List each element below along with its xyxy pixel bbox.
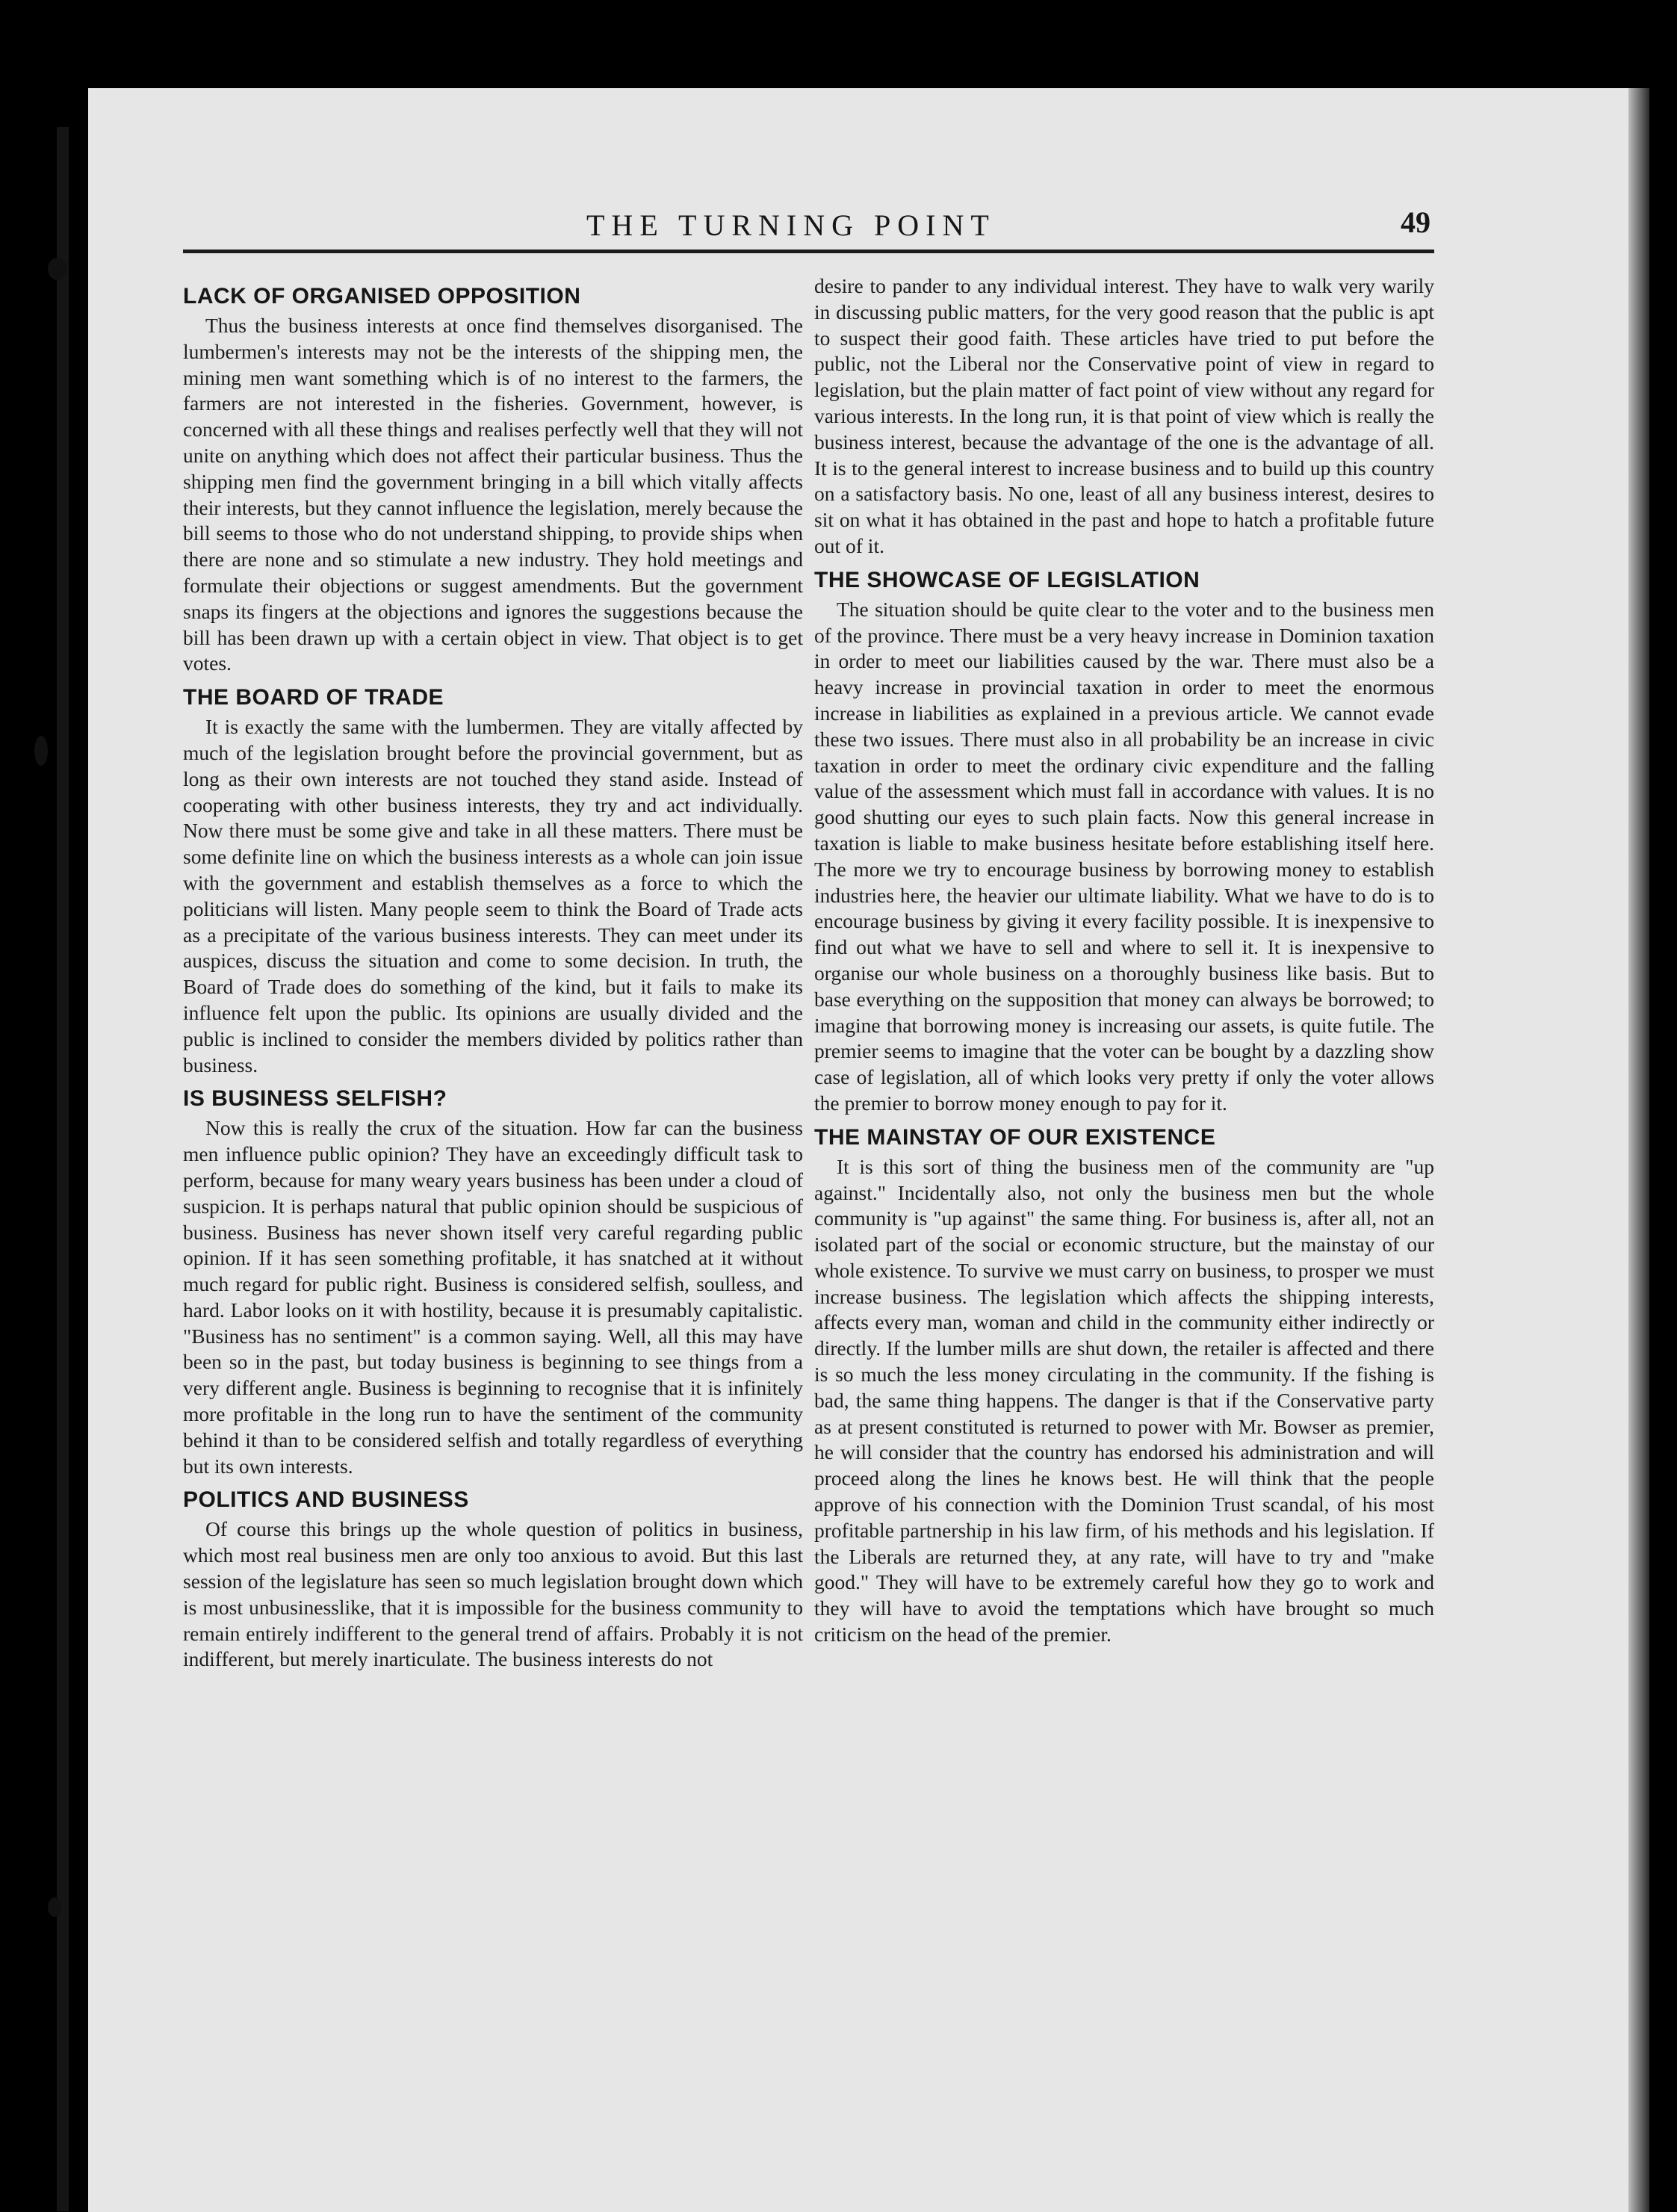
section-body: It is exactly the same with the lumbermen. They are vitally affected by much of the legislation brought before the provincial government, but as long as their own interests are not touched they stand aside. Instead of cooperating with other business interests, they try and act individually. Now there must be some give and take in all these matters. There must be some definite line on which the business interests as a whole can join issue with the government and establish themselves as a force to which the politicians will listen. Many people seem to think the Board of Trade acts as a precipitate of the various business interests. They can meet under its auspices, discuss the situation and come to some decision. In truth, the Board of Trade does do something of the kind, but it fails to make its influence felt upon the public. Its opinions are usually divided and the public is inclined to consider the members divided by politics rather than business. [183, 715, 803, 1076]
section-heading: THE SHOWCASE OF LEGISLATION [814, 567, 1200, 592]
running-title: THE TURNING POINT [586, 208, 996, 242]
page-edge-shadow [1628, 88, 1649, 2212]
section-heading: LACK OF ORGANISED OPPOSITION [183, 284, 581, 309]
section-heading: IS BUSINESS SELFISH? [183, 1086, 447, 1112]
binding-mark [48, 258, 67, 280]
binding-mark [48, 1897, 61, 1917]
page-header [183, 202, 1430, 254]
section-heading: THE BOARD OF TRADE [183, 685, 444, 710]
section-body: The situation should be quite clear to the voter and to the business men of the province. There must be a very heavy increase in Dominion taxation in order to meet our liabilities caused by the war. There must also be a heavy increase in provincial taxation in order to meet the enormous increase in liabilities as explained in a previous article. We cannot evade these two issues. There must also in all probability be an increase in civic taxation in order to meet the ordinary civic expenditure and the falling value of the assessment which must fall in accordance with values. It is no good shutting our eyes to such plain facts. Now this general increase in taxation is liable to make business hesitate before establishing itself here. The more we try to encourage business by borrowing money to establish industries here, the heavier our ultimate liability. What we have to do is to encourage business by giving it every facility possible. It is inexpensive to find out what we have to sell and where to sell it. It is inexpensive to organise our whole business on a thoroughly business like basis. But to base everything on the supposition that money can always be borrowed; to imagine that borrowing money is increasing our assets, is quite futile. The premier seems to imagine that the voter can be bought by a dazzling show case of legislation, all of which looks very pretty if only the voter allows the premier to borrow money enough to pay for it. [814, 597, 1434, 1115]
page-number: 49 [1401, 205, 1430, 239]
continued-paragraph: desire to pander to any individual interest. They have to walk very warily in discussing public matters, for the very good reason that the public is apt to suspect their good faith. These articles have tried to put before the public, not the Liberal nor the Conservative point of view in regard to legislation, but the plain matter of fact point of view without any regard for various interests. In the long run, it is that point of view which is really the business interest, because the advantage of the one is the advantage of all. It is to the general interest to increase business and to build up this country on a satisfactory basis. No one, least of all any business interest, desires to sit on what it has obtained in the past and hope to hatch a profitable future out of it. [814, 274, 1434, 557]
section-body: Of course this brings up the whole question of politics in business, which most real business men are only too anxious to avoid. But this last session of the legislature has seen so much legislation brought down which is most unbusinesslike, that it is impossible for the business community to remain entirely indifferent to the general trend of affairs. Probably it is not indifferent, but merely inarticulate. The business interests do not [183, 1517, 803, 1671]
binding-edge [57, 127, 69, 2211]
section-body: Now this is really the crux of the situation. How far can the business men influence public opinion? They have an exceedingly difficult task to perform, because for many weary years business has been under a cloud of suspicion. It is perhaps natural that public opinion should be suspicious of business. Business has never shown itself very careful regarding public opinion. If it has seen something profitable, it has snatched at it without much regard for public right. Business is considered selfish, soulless, and hard. Labor looks on it with hostility, because it is presumably capitalistic. "Business has no sentiment" is a common saying. Well, all this may have been so in the past, but today business is beginning to see things from a very different angle. Business is beginning to recognise that it is infinitely more profitable in the long run to have the sentiment of the community behind it than to be considered selfish and totally regardless of everything but its own interests. [183, 1116, 803, 1478]
section-body: Thus the business interests at once find themselves disorganised. The lumbermen's interests may not be the interests of the shipping men, the mining men want something which is of no interest to the farmers, the farmers are not interested in the fisheries. Government, however, is concerned with all these things and realises perfectly well that they will not unite on anything which does not affect their particular business. Thus the shipping men find the government bringing in a bill which vitally affects their interests, but they cannot influence the legislation, merely because the bill seems to those who do not understand shipping, to provide ships when there are none and so stimulate a new industry. They hold meetings and formulate their objections or suggest amendments. But the government snaps its fingers at the objections and ignores the suggestions because the bill has been drawn up with a certain object in view. That object is to get votes. [183, 314, 803, 675]
section-body: It is this sort of thing the business men of the community are "up against." Incidentally also, not only the business men but the whole community is "up against" the same thing. For business is, after all, not an isolated part of the social or economic structure, but the mainstay of our whole existence. To survive we must carry on business, to prosper we must increase business. The legislation which affects the shipping interests, affects every man, woman and child in the community either indirectly or directly. If the lumber mills are shut down, the retailer is affected and there is so much the less money circulating in the community. If the fishing is bad, the same thing happens. The danger is that if the Conservative party as at present constituted is returned to power with Mr. Bowser as premier, he will consider that the country has endorsed his administration and will proceed along the lines he knows best. He will think that the people approve of his connection with the Dominion Trust scandal, of his most profitable partnership in his law firm, of his methods and his legislation. If the Liberals are returned they, at any rate, will have to try and "make good." They will have to be extremely careful how they go to work and they will have to avoid the temptations which have brought so much criticism on the head of the premier. [814, 1154, 1434, 1646]
header-rule [183, 250, 1434, 253]
binding-mark [34, 736, 48, 766]
section-heading: POLITICS AND BUSINESS [183, 1487, 469, 1513]
left-column [183, 273, 803, 1673]
right-column [814, 273, 1434, 1648]
section-heading: THE MAINSTAY OF OUR EXISTENCE [814, 1124, 1216, 1150]
